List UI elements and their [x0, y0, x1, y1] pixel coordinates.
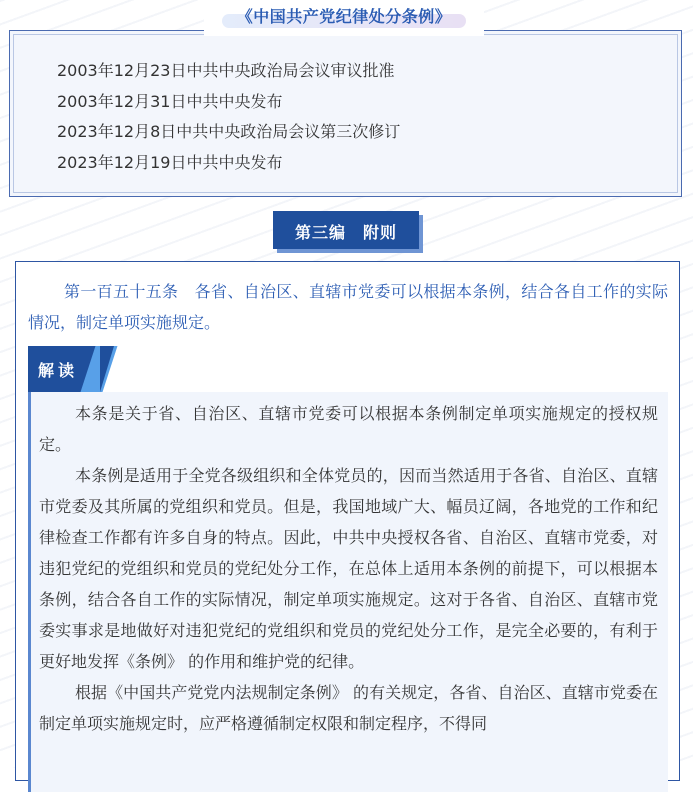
release-info-line: 2023年12月8日中共中央政治局会议第三次修订 — [57, 122, 401, 141]
release-info-line: 2003年12月23日中共中央政治局会议审议批准 — [57, 61, 395, 80]
title-banner — [204, 0, 484, 36]
article-content-box — [15, 261, 680, 781]
interpretation-paragraph: 根据《中国共产党党内法规制定条例》 的有关规定，各省、自治区、直辖市党委在制定单项实施规定时，应严格遵循制定权限和制定程序，不得同 — [39, 683, 658, 733]
release-info-box — [9, 30, 682, 197]
interpretation-label-tab — [28, 346, 100, 392]
section-title: 第三编 附则 — [294, 223, 397, 242]
section-header — [273, 211, 419, 249]
article-text: 第一百五十五条 各省、自治区、直辖市党委可以根据本条例，结合各自工作的实际情况，制定单项实施规定。 — [28, 282, 668, 332]
interpretation-paragraph: 本条是关于省、自治区、直辖市党委可以根据本条例制定单项实施规定的授权规定。 — [39, 404, 658, 454]
release-info-line: 2003年12月31日中共中央发布 — [57, 92, 283, 111]
interpretation-label: 解读 — [38, 361, 79, 380]
interpretation-body — [28, 392, 668, 792]
interpretation-tab-accent — [81, 346, 118, 392]
interpretation-paragraph: 本条例是适用于全党各级组织和全体党员的，因而当然适用于各省、自治区、直辖市党委及其所属的党组织和党员。但是，我国地域广大、幅员辽阔，各地党的工作和纪律检查工作都有许多自身的特点。因此，中共中央授权各省、自治区、直辖市党委，对违犯党纪的党组织和党员的党纪处分工作，在总体上适用本条例的前提下，可以根据本条例，结合各自工作的实际情况，制定单项实施规定。这对于各省、自治区、直辖市党委实事求是地做好对违犯党纪的党组织和党员的党纪处分工作，是完全必要的，有利于更好地发挥《条例》 的作用和维护党的纪律。 — [39, 466, 658, 671]
release-info-line: 2023年12月19日中共中央发布 — [57, 153, 283, 172]
regulation-title: 《中国共产党纪律处分条例》 — [236, 7, 452, 26]
